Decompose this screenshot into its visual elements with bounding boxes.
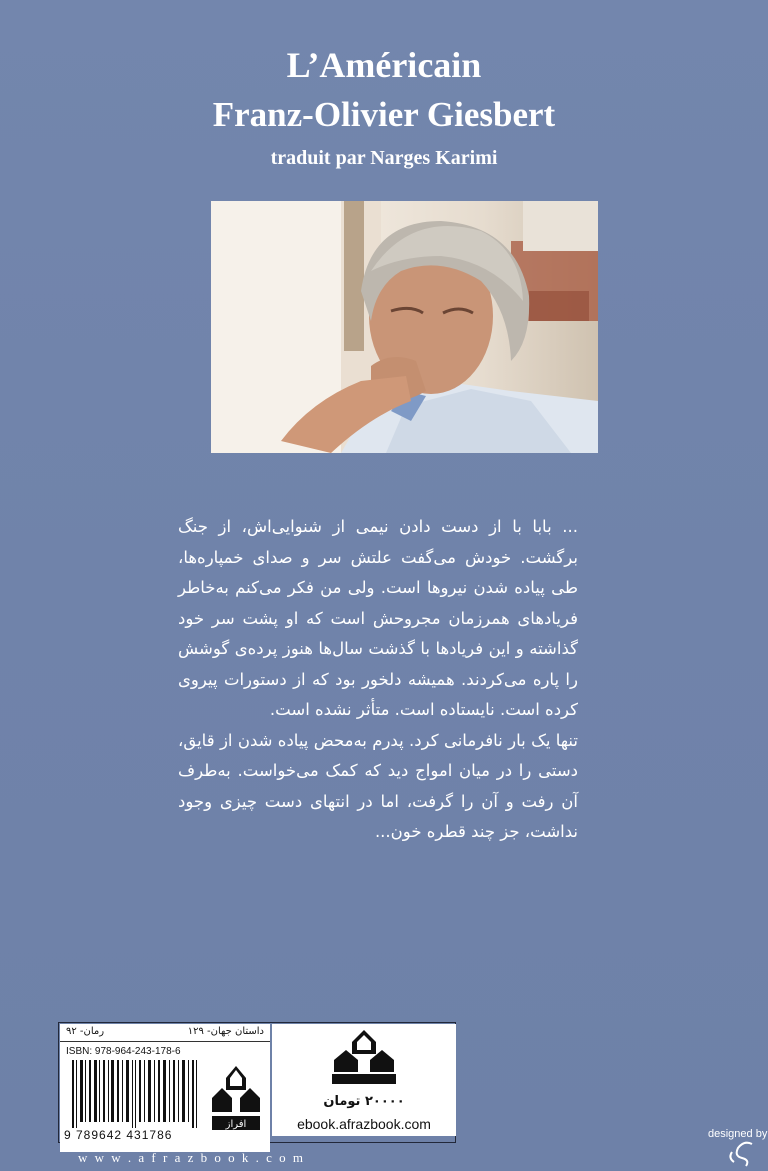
series-name: داستان جهان- ۱۲۹	[187, 1026, 264, 1037]
author-portrait-icon	[211, 201, 598, 453]
publisher-website: w w w . a f r a z b o o k . c o m	[78, 1150, 306, 1165]
designer-signature-icon	[722, 1138, 762, 1168]
translator-credit: traduit par Narges Karimi	[270, 147, 498, 169]
barcode-icon	[70, 1060, 200, 1128]
blurb-paragraph-2: تنها یک بار نافرمانی کرد. پدرم به‌محض پیاده شدن از قایق، دستی را در میان امواج دید که کمک می‌خواست. به‌طرف آن رفت و آن را گرفت، اما در انتهای دست چیزی وجود نداشت، جز چند قطره خون...	[178, 730, 578, 841]
book-title: L’Américain	[286, 45, 482, 85]
publisher-logo-small-icon	[210, 1064, 262, 1134]
price-panel	[272, 1024, 456, 1136]
ebook-website: ebook.afrazbook.com	[297, 1116, 431, 1132]
blurb-paragraph-1: ... بابا با از دست دادن نیمی از شنوایی‌اش، از جنگ برگشت. خودش می‌گفت علتش سر و صدای خمپاره‌ها، طی پیاده شدن نیروها است. ولی من فکر می‌کنم به‌خاطر فریادهای همرزمان مجروحش است که او پشت سر خود گذاشته و این فریادها با گذشت سال‌ها هنوز پرده‌ی گوشش را پاره می‌کردند. همیشه دلخور بود که از دستورات پیروی کرده است. نایستاده است. متأثر نشده است.	[178, 517, 578, 719]
designed-by-label: designed by	[708, 1128, 768, 1140]
svg-text:افراز: افراز	[225, 1119, 247, 1130]
author-photo	[211, 201, 598, 453]
publisher-logo-icon	[324, 1030, 404, 1084]
isbn-number: ISBN: 978-964-243-178-6	[66, 1046, 181, 1057]
isbn-panel	[60, 1024, 270, 1152]
price: ۲۰۰۰۰ تومان	[323, 1094, 405, 1109]
novel-number: رمان- ۹۲	[66, 1026, 105, 1037]
barcode-digits: 9 789642 431786	[64, 1128, 173, 1142]
author-name: Franz-Olivier Giesbert	[212, 95, 556, 134]
blurb-text	[178, 512, 578, 848]
series-line	[60, 1024, 270, 1042]
